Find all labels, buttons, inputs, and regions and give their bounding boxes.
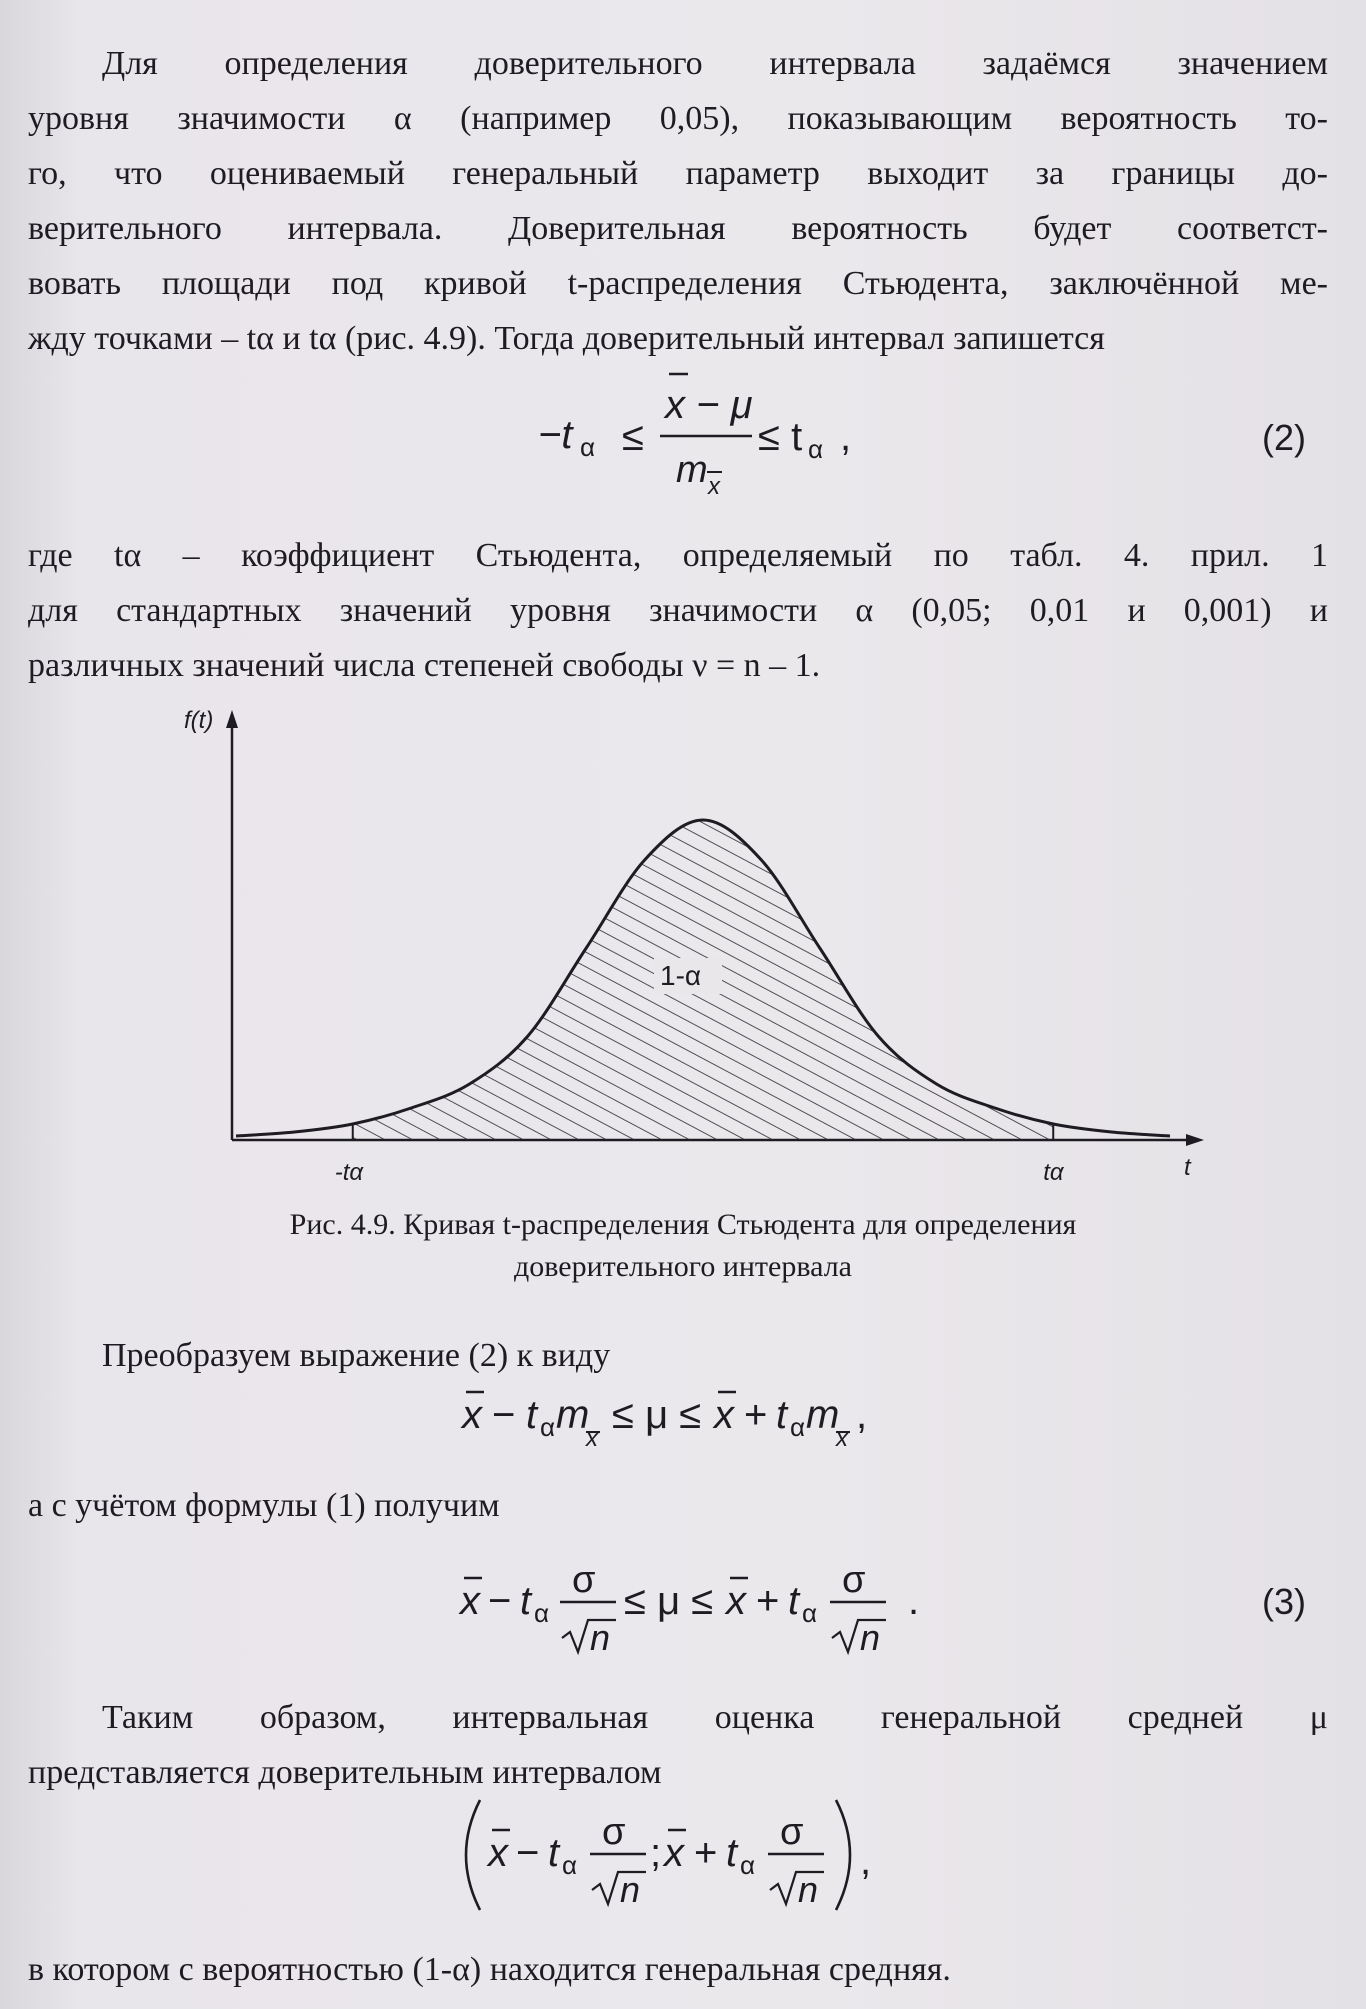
- svg-text:t: t: [548, 1831, 560, 1875]
- svg-text:x: x: [488, 1831, 508, 1875]
- svg-text:x: x: [664, 1831, 684, 1875]
- caption-line1: Рис. 4.9. Кривая t-распределения Стьюдента для определения: [289, 1208, 1077, 1241]
- svg-text:,: ,: [860, 1839, 872, 1883]
- svg-text:t: t: [788, 1579, 800, 1623]
- svg-text:x: x: [460, 1579, 480, 1623]
- para3-text: Преобразуем выражение (2) к виду: [102, 1337, 611, 1374]
- svg-text:;: ;: [650, 1831, 662, 1875]
- svg-text:σ: σ: [602, 1811, 626, 1853]
- x-axis-label: t: [1184, 1154, 1191, 1181]
- svg-text:t: t: [726, 1831, 738, 1875]
- svg-text:σ: σ: [842, 1559, 866, 1601]
- svg-text:x: x: [462, 1393, 482, 1437]
- para1-line3: го, что оцениваемый генеральный параметр выходит за границы до-: [28, 155, 1328, 192]
- eq2-denominator-sub: x: [708, 473, 720, 500]
- svg-text:σ: σ: [572, 1559, 596, 1601]
- svg-text:α: α: [740, 1850, 756, 1880]
- eq2-denominator: m: [676, 449, 708, 491]
- t-distribution-chart: [0, 700, 1366, 1220]
- svg-text:−: −: [492, 1393, 516, 1437]
- equation-transformed: [0, 1380, 1366, 1450]
- svg-text:.: .: [908, 1579, 920, 1623]
- svg-text:x: x: [836, 1425, 848, 1450]
- para5-line2: представляется доверительным интервалом: [28, 1754, 662, 1791]
- figure-4-9: [0, 700, 1366, 1220]
- para6-text: в котором с вероятностью (1-α) находится генеральная средняя.: [28, 1951, 951, 1988]
- para2-line1: где tα – коэффициент Стьюдента, определяемый по табл. 4. прил. 1: [28, 537, 1328, 574]
- svg-text:−: −: [516, 1831, 540, 1875]
- paragraph-conclusion: [28, 1942, 1328, 1997]
- svg-text:+: +: [756, 1579, 780, 1623]
- svg-text:x: x: [726, 1579, 746, 1623]
- x-axis-arrow: [1186, 1134, 1204, 1146]
- equation-transformed-graphic: [0, 1380, 1366, 1450]
- para2-line2: для стандартных значений уровня значимости α (0,05; 0,01 и 0,001) и: [28, 592, 1328, 629]
- svg-text:t: t: [520, 1579, 532, 1623]
- eq2-rhs-sub: α: [808, 434, 824, 464]
- svg-text:,: ,: [856, 1393, 868, 1437]
- svg-text:α: α: [802, 1598, 818, 1628]
- svg-text:x: x: [714, 1393, 734, 1437]
- svg-text:t: t: [776, 1393, 788, 1437]
- paragraph-with-formula-1: [28, 1478, 1328, 1533]
- svg-text:α: α: [562, 1850, 578, 1880]
- equation-interval-graphic: [0, 1790, 1366, 1920]
- paragraph-student-coefficient: [28, 528, 1328, 693]
- svg-text:≤ μ ≤: ≤ μ ≤: [612, 1393, 702, 1437]
- svg-text:≤ μ ≤: ≤ μ ≤: [624, 1579, 714, 1623]
- para1-line1: Для определения доверительного интервала задаёмся значением: [102, 45, 1328, 82]
- svg-text:α: α: [534, 1598, 550, 1628]
- para1-line5: вовать площади под кривой t-распределения Стьюдента, заключённой ме-: [28, 265, 1328, 302]
- svg-text:−: −: [488, 1579, 512, 1623]
- equation-3: [0, 1540, 1366, 1660]
- svg-text:+: +: [694, 1831, 718, 1875]
- equation-interval: [0, 1790, 1366, 1920]
- eq2-lhs-sub: α: [580, 432, 596, 462]
- equation-2: [0, 360, 1366, 500]
- svg-text:m: m: [556, 1393, 590, 1437]
- eq2-rhs: ≤ t: [758, 415, 803, 459]
- para1-line6: жду точками – tα и tα (рис. 4.9). Тогда доверительный интервал запишется: [28, 320, 1105, 357]
- para1-line4: верительного интервала. Доверительная вероятность будет соответст-: [28, 210, 1328, 247]
- y-axis-arrow: [226, 710, 238, 728]
- svg-text:m: m: [806, 1393, 840, 1437]
- eq3-number: (3): [1262, 1581, 1306, 1622]
- eq2-le-1: ≤: [622, 415, 644, 459]
- para5-line1: Таким образом, интервальная оценка генеральной средней μ: [102, 1699, 1328, 1736]
- para1-line2: уровня значимости α (например 0,05), показывающим вероятность то-: [28, 100, 1328, 137]
- svg-text:n: n: [860, 1617, 881, 1658]
- svg-text:n: n: [798, 1869, 819, 1910]
- svg-text:σ: σ: [780, 1811, 804, 1853]
- svg-text:n: n: [620, 1869, 641, 1910]
- svg-text:α: α: [790, 1412, 806, 1442]
- figure-caption: [0, 1204, 1366, 1288]
- eq2-lhs: −t: [538, 413, 573, 457]
- caption-line2: доверительного интервала: [514, 1250, 852, 1283]
- paragraph-confidence-interval-intro: [28, 36, 1328, 366]
- eq2-numerator: x − μ: [665, 383, 753, 427]
- right-tick-label: tα: [1043, 1159, 1064, 1186]
- svg-text:t: t: [526, 1393, 538, 1437]
- svg-text:n: n: [590, 1617, 611, 1658]
- paragraph-transform: [28, 1328, 1328, 1383]
- left-tick-label: -tα: [334, 1159, 364, 1186]
- eq2-number: (2): [1262, 417, 1306, 458]
- para4-text: а с учётом формулы (1) получим: [28, 1487, 500, 1524]
- eq2-comma: ,: [840, 415, 852, 459]
- equation-3-graphic: [0, 1540, 1366, 1660]
- svg-text:x: x: [586, 1425, 598, 1450]
- y-axis-label: f(t): [184, 707, 214, 734]
- paragraph-interval-estimate: [28, 1690, 1328, 1800]
- area-label: 1-α: [660, 960, 702, 991]
- svg-text:α: α: [540, 1412, 556, 1442]
- para2-line3: различных значений числа степеней свободы ν = n – 1.: [28, 647, 821, 684]
- equation-2-graphic: [0, 360, 1366, 500]
- svg-text:+: +: [744, 1393, 768, 1437]
